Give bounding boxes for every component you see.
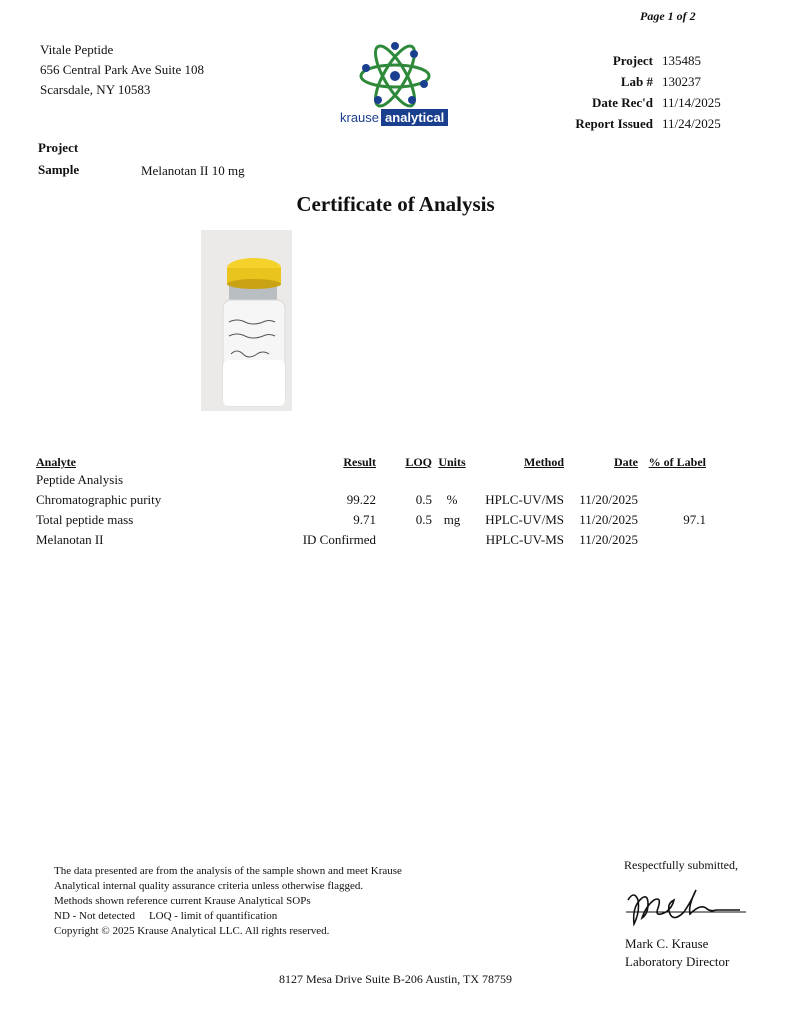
sample-value: Melanotan II 10 mg [141, 163, 245, 178]
sample-vial-photo [201, 230, 292, 411]
client-address [40, 40, 204, 100]
cell-percent-of-label [638, 530, 706, 550]
logo-word-analytical: analytical [381, 109, 448, 126]
signature-icon [622, 872, 752, 932]
meta-value: 11/14/2025 [662, 94, 721, 110]
cell-analyte: Chromatographic purity [36, 492, 162, 507]
header-percent-of-label: % of Label [648, 455, 706, 469]
meta-row-lab [520, 71, 721, 92]
section-title: Peptide Analysis [36, 472, 124, 487]
meta-label: Lab # [620, 73, 653, 89]
header-method: Method [524, 455, 564, 469]
cell-result: ID Confirmed [302, 532, 376, 547]
project-label: Project [38, 140, 79, 155]
cell-loq [376, 530, 432, 550]
meta-label: Report Issued [575, 115, 653, 131]
table-row [36, 490, 706, 510]
atom-icon [338, 40, 452, 110]
cell-percent-of-label [638, 490, 706, 510]
section-row [36, 470, 706, 490]
meta-value: 135485 [662, 52, 701, 68]
legend-nd: ND - Not detected [54, 910, 135, 922]
meta-row-date-received [520, 92, 721, 113]
footer-note-line: Methods shown reference current Krause Analytical SOPs [54, 895, 311, 907]
meta-label: Project [612, 52, 653, 68]
signer-block [625, 935, 729, 971]
cell-analyte: Total peptide mass [36, 512, 134, 527]
cell-units [432, 530, 472, 550]
lab-address: 8127 Mesa Drive Suite B-206 Austin, TX 78759 [278, 972, 513, 986]
meta-value: 130237 [662, 73, 701, 89]
cell-method: HPLC-UV/MS [485, 492, 564, 507]
page-number: Page 1 of 2 [640, 9, 696, 23]
cell-method: HPLC-UV-MS [485, 532, 564, 547]
cell-result: 9.71 [353, 512, 376, 527]
cell-date: 11/20/2025 [579, 492, 638, 507]
cell-analyte: Melanotan II [36, 532, 104, 547]
cell-units: mg [443, 512, 461, 527]
respectfully-submitted: Respectfully submitted, [624, 858, 738, 872]
krause-analytical-logo [338, 40, 452, 130]
cell-date: 11/20/2025 [579, 512, 638, 527]
results-table [36, 450, 706, 550]
header-result: Result [343, 455, 376, 469]
cell-loq: 0.5 [415, 512, 432, 527]
footer-note-line: Analytical internal quality assurance criteria unless otherwise flagged. [54, 880, 364, 892]
meta-row-report-issued [520, 113, 721, 134]
client-address-line2: Scarsdale, NY 10583 [40, 82, 151, 97]
copyright: Copyright © 2025 Krause Analytical LLC. All rights reserved. [54, 925, 330, 937]
signer-name: Mark C. Krause [625, 936, 709, 951]
cell-units: % [446, 492, 458, 507]
footer-note-line: The data presented are from the analysis of the sample shown and meet Krause [54, 865, 402, 877]
header-date: Date [614, 455, 638, 469]
cell-result: 99.22 [346, 492, 376, 507]
table-header-row [36, 450, 706, 470]
table-row [36, 510, 706, 530]
header-loq: LOQ [405, 455, 432, 469]
client-name: Vitale Peptide [40, 42, 114, 57]
cell-loq: 0.5 [415, 492, 432, 507]
legend-loq: LOQ - limit of quantification [148, 910, 278, 922]
signer-title: Laboratory Director [625, 954, 730, 969]
client-address-line1: 656 Central Park Ave Suite 108 [40, 62, 205, 77]
footer-notes [54, 864, 402, 939]
meta-row-project [520, 50, 721, 71]
report-meta [520, 50, 721, 134]
header-analyte: Analyte [36, 455, 76, 469]
document-title: Certificate of Analysis [296, 192, 495, 216]
cell-percent-of-label: 97.1 [683, 512, 706, 527]
table-row [36, 530, 706, 550]
meta-value: 11/24/2025 [662, 115, 721, 131]
meta-label: Date Rec'd [591, 94, 653, 110]
cell-date: 11/20/2025 [579, 532, 638, 547]
header-units: Units [438, 455, 466, 469]
cell-method: HPLC-UV/MS [485, 512, 564, 527]
abbreviation-legend [54, 909, 402, 924]
sample-label: Sample [38, 162, 80, 177]
logo-word-krause: krause [340, 109, 380, 125]
